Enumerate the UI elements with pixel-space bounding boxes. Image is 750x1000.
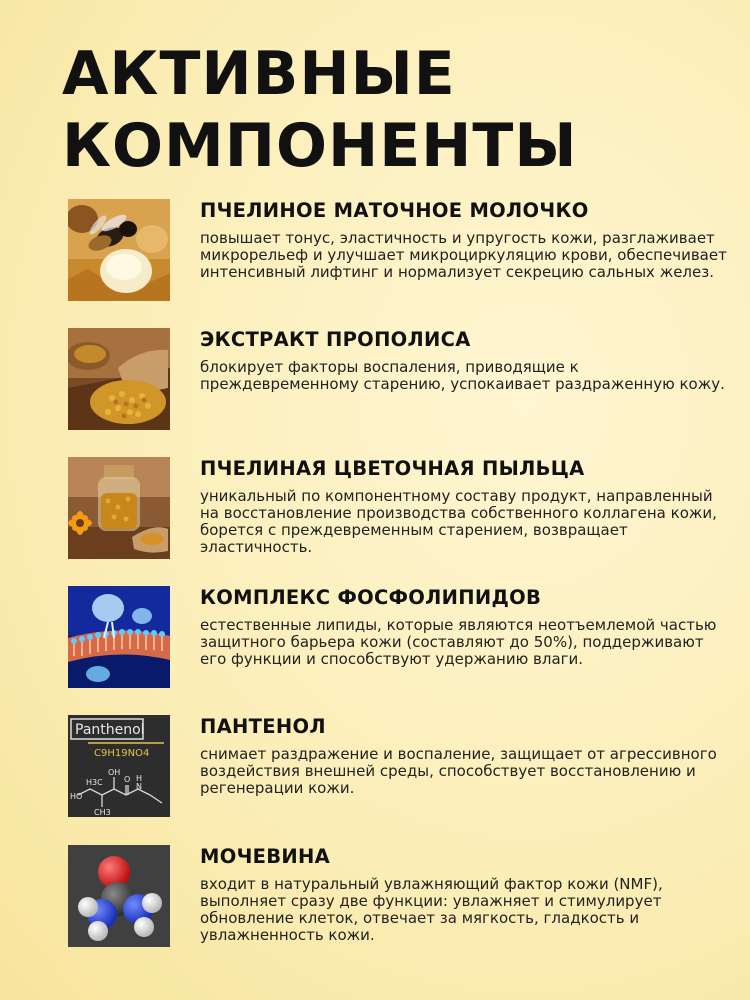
royal-jelly-bee-photo [68,199,170,301]
component-name: ЭКСТРАКТ ПРОПОЛИСА [200,328,471,351]
component-name: ПАНТЕНОЛ [200,715,326,738]
bee-icon [68,199,170,301]
page-title-line-2: КОМПОНЕНТЫ [62,111,578,181]
component-name: ПЧЕЛИНОЕ МАТОЧНОЕ МОЛОЧКО [200,199,589,222]
formula-label-h3c: H3C [86,778,103,787]
formula-label-ho: HO [70,792,83,801]
jar-icon [68,457,170,559]
component-royal-jelly [68,199,728,303]
component-name: КОМПЛЕКС ФОСФОЛИПИДОВ [200,586,542,609]
pollen-jar-photo [68,457,170,559]
phospholipid-membrane-image [68,586,170,688]
panthenol-formula-image [68,715,170,817]
page-title-line-1: АКТИВНЫЕ [62,39,456,109]
panthenol-word: Panthenol [75,722,145,738]
panthenol-molecular-formula: C9H19NO4 [94,748,150,759]
component-description: входит в натуральный увлажняющий фактор кожи (NMF), выполняет сразу две функции: увлажняет и стимулирует обновление клеток, отвечает за мягкость, гладкость и увлажненность кожи. [200,875,663,944]
component-description: повышает тонус, эластичность и упругость кожи, разглаживает микрорельеф и улучшает микроциркуляцию крови, обеспечивает интенсивный лифтинг и нормализует секрецию сальных желез. [200,229,727,281]
component-pollen [68,457,728,561]
component-phospholipids [68,586,728,690]
component-description: блокирует факторы воспаления, приводящие к преждевременному старению, успокаивает раздраженную кожу. [200,358,725,393]
component-description: естественные липиды, которые являются неотъемлемой частью защитного барьера кожи (составляют до 50%), поддерживают его функции и способствуют удержанию влаги. [200,616,717,668]
component-description: уникальный по компонентному составу продукт, направленный на восстановление производства собственного коллагена кожи, борется с преждевременным старением, возвращает эластичность. [200,487,717,556]
molecule-icon [68,845,170,947]
component-panthenol [68,715,728,819]
formula-label-o: O [124,775,131,784]
component-name: МОЧЕВИНА [200,845,331,868]
urea-molecule-image [68,845,170,947]
component-urea [68,845,728,949]
formula-label-h: H [136,774,143,783]
membrane-icon [68,586,170,688]
formula-label-n: N [136,782,142,791]
component-propolis [68,328,728,432]
formula-label-oh: OH [108,768,121,777]
component-description: снимает раздражение и воспаление, защищает от агрессивного воздействия внешней среды, способствует восстановлению и регенерации кожи. [200,745,717,797]
propolis-scoop-photo [68,328,170,430]
chalkboard-formula-icon [68,715,170,817]
component-name: ПЧЕЛИНАЯ ЦВЕТОЧНАЯ ПЫЛЬЦА [200,457,585,480]
wooden-scoop-icon [68,328,170,430]
formula-label-ch3: CH3 [94,808,111,817]
page-title [62,38,578,182]
